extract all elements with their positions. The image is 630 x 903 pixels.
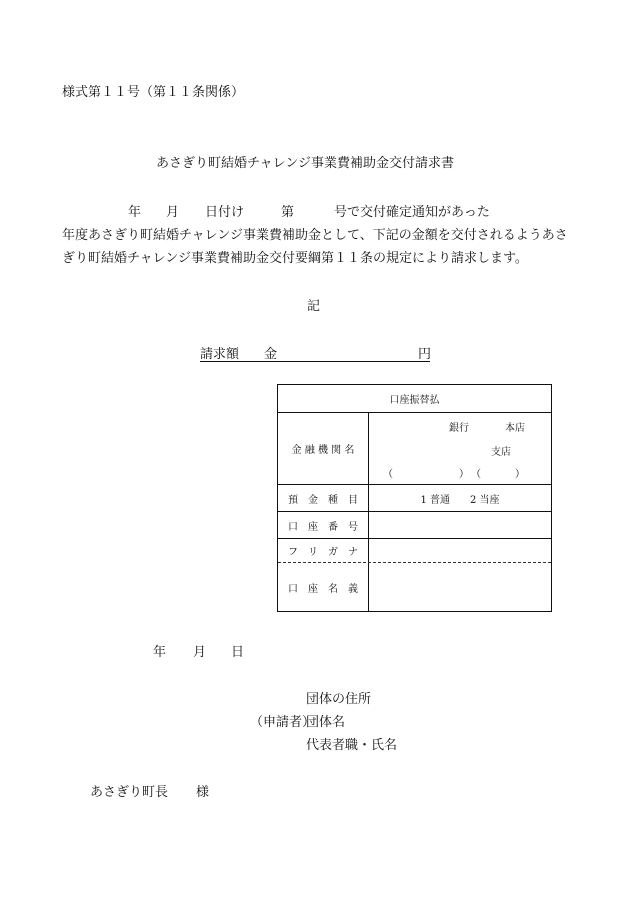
- institution-value-cell[interactable]: [369, 413, 551, 484]
- account-number-label: 口 座 番 号: [278, 512, 369, 538]
- paren-close-2: ）: [515, 469, 525, 480]
- institution-label: 金 融 機 関 名: [278, 413, 369, 484]
- furigana-label: フ リ ガ ナ: [278, 539, 369, 562]
- bank-institution-row: [278, 413, 551, 485]
- account-name-row: [278, 563, 551, 611]
- bank-label: 銀行: [449, 423, 469, 434]
- deposit-type-row: [278, 485, 551, 512]
- furigana-value-cell[interactable]: [369, 539, 551, 562]
- form-number: 様式第１１号（第１１条関係）: [62, 85, 245, 100]
- claim-amount-label: 請求額: [200, 347, 240, 362]
- deposit-type-options: 1 普通 2 当座: [420, 494, 500, 506]
- paren-open-2: （: [471, 469, 481, 480]
- bank-table-header-text: 口座振替払: [389, 395, 440, 406]
- addressee: [90, 781, 209, 800]
- organization-name-label: 団体名: [306, 715, 346, 730]
- notice-day-dated-label: 日付け: [205, 205, 245, 220]
- date-year-label: 年: [153, 645, 167, 660]
- applicant-address-label: 団体の住所: [306, 692, 372, 707]
- addressee-honorific: 様: [196, 785, 210, 800]
- applicant-label: （申請者）: [250, 715, 316, 730]
- body-line-3: ぎり町結婚チャレンジ事業費補助金交付要綱第１１条の規定により請求します。: [62, 251, 528, 266]
- bank-table-header: [278, 385, 551, 413]
- paren-close-1: ）: [459, 469, 469, 480]
- account-name-label: 口 座 名 義: [278, 563, 369, 611]
- branch-label: 支店: [491, 447, 511, 458]
- body-line-2: 年度あさぎり町結婚チャレンジ事業費補助金として、下記の金額を交付されるようあさ: [62, 228, 568, 243]
- date-day-label: 日: [231, 645, 245, 660]
- notice-year-label: 年: [128, 205, 142, 220]
- deposit-type-value[interactable]: [369, 485, 551, 511]
- notice-number-suffix: 号で交付確定通知があった: [334, 205, 490, 220]
- paren-open-1: （: [383, 469, 393, 480]
- notice-number-prefix: 第: [281, 205, 295, 220]
- ki-heading: 記: [307, 299, 321, 314]
- furigana-row: [278, 539, 551, 563]
- claim-yen-label: 円: [418, 347, 432, 362]
- date-month-label: 月: [193, 645, 207, 660]
- account-number-value-cell[interactable]: [369, 512, 551, 538]
- account-number-row: [278, 512, 551, 539]
- document-title: あさぎり町結婚チャレンジ事業費補助金交付請求書: [156, 156, 454, 171]
- head-office-label: 本店: [505, 423, 525, 434]
- deposit-type-label: 預 金 種 目: [278, 485, 369, 511]
- claim-amount-line: [200, 343, 430, 362]
- account-name-value-cell[interactable]: [369, 563, 551, 611]
- claim-kin-label: 金: [264, 347, 278, 362]
- representative-label: 代表者職・氏名: [306, 738, 398, 753]
- bank-transfer-table: [277, 384, 552, 612]
- addressee-name: あさぎり町長: [90, 785, 169, 800]
- notice-month-label: 月: [166, 205, 180, 220]
